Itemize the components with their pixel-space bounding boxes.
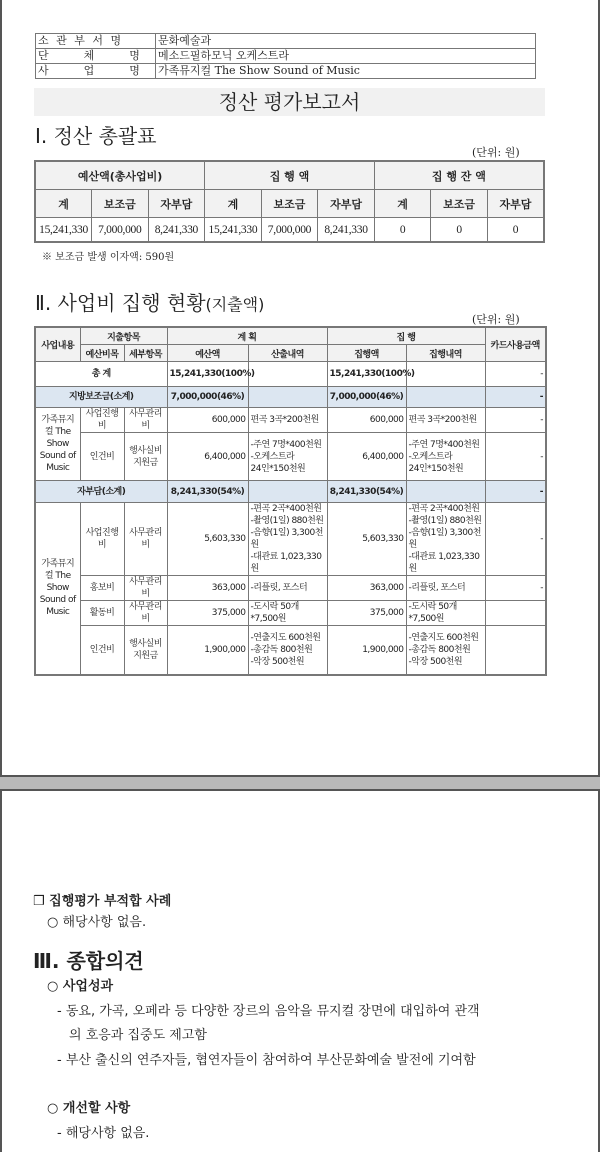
info-label: 단 체 명 — [36, 49, 156, 64]
info-row — [36, 64, 536, 79]
card-cell: - — [485, 481, 546, 503]
expense-row — [35, 576, 546, 601]
col-header: 계 — [205, 190, 262, 218]
subtotal-row — [35, 481, 546, 503]
header-exec: 집 행 — [327, 327, 485, 345]
value-cell: 0 — [487, 218, 544, 243]
page-2 — [0, 789, 600, 1152]
calc-cell: -편곡 2곡*400천원 -촬영(1일) 880천원 -음향(1일) 3,300천원 -대관료 1,023,330원 — [248, 503, 327, 576]
exec-detail-cell: -편곡 2곡*400천원 -촬영(1일) 880천원 -음향(1일) 3,300천원 -대관료 1,023,330원 — [406, 503, 485, 576]
calc-cell: -주연 7명*400천원 -오케스트라 24인*150천원 — [248, 433, 327, 481]
budget-cell: 15,241,330(100%) — [167, 362, 248, 387]
calc-cell: -리플릿, 포스터 — [248, 576, 327, 601]
result-item: 의 호응과 집중도 제고함 — [69, 1028, 207, 1043]
card-cell: - — [485, 362, 546, 387]
header-budget-item: 예산비목 — [80, 345, 124, 362]
info-label: 사 업 명 — [36, 64, 156, 79]
budget-item-cell: 사업진행비 — [80, 408, 124, 433]
improve-heading: ○ 개선할 사항 — [47, 1101, 131, 1116]
header-card: 카드사용금액 — [485, 327, 546, 362]
expense-row — [35, 503, 546, 576]
card-cell — [485, 626, 546, 675]
header-item: 지출항목 — [80, 327, 167, 345]
group-header: 집 행 액 — [205, 161, 375, 190]
col-header: 보조금 — [261, 190, 318, 218]
info-value: 가족뮤지컬 The Show Sound of Music — [156, 64, 536, 79]
section-2-heading: Ⅱ. 사업비 집행 현황(지출액) — [35, 291, 265, 315]
budget-cell: 7,000,000(46%) — [167, 387, 248, 408]
expense-row — [35, 408, 546, 433]
info-value: 메소드필하모닉 오케스트라 — [156, 49, 536, 64]
budget-cell: 363,000 — [167, 576, 248, 601]
col-header: 자부담 — [148, 190, 205, 218]
exec-detail-cell: -연출지도 600천원 -총감독 800천원 -악장 500천원 — [406, 626, 485, 675]
budget-cell: 1,900,000 — [167, 626, 248, 675]
expense-row — [35, 601, 546, 626]
budget-cell: 600,000 — [167, 408, 248, 433]
info-row — [36, 34, 536, 49]
detail-item-cell: 사무관리비 — [124, 503, 167, 576]
interest-note: ※ 보조금 발생 이자액: 590원 — [42, 252, 175, 263]
col-header: 자부담 — [487, 190, 544, 218]
row-label: 자부담(소계) — [35, 481, 167, 503]
exec-cell: 600,000 — [327, 408, 406, 433]
value-cell: 8,241,330 — [318, 218, 375, 243]
group-header: 집 행 잔 액 — [374, 161, 544, 190]
budget-cell: 6,400,000 — [167, 433, 248, 481]
exec-cell: 363,000 — [327, 576, 406, 601]
exec-detail-cell: -도시락 50개*7,500원 — [406, 601, 485, 626]
header-exec-amt: 집행액 — [327, 345, 406, 362]
card-cell — [485, 601, 546, 626]
budget-cell: 5,603,330 — [167, 503, 248, 576]
info-row — [36, 49, 536, 64]
row-label: 지방보조금(소계) — [35, 387, 167, 408]
card-cell: - — [485, 503, 546, 576]
budget-cell: 8,241,330(54%) — [167, 481, 248, 503]
budget-item-cell: 활동비 — [80, 601, 124, 626]
col-header: 계 — [35, 190, 92, 218]
expense-table — [34, 326, 547, 676]
budget-cell: 375,000 — [167, 601, 248, 626]
total-row — [35, 362, 546, 387]
exec-detail-cell: 편곡 3곡*200천원 — [406, 408, 485, 433]
card-cell: - — [485, 576, 546, 601]
col-header: 보조금 — [431, 190, 488, 218]
exec-cell: 375,000 — [327, 601, 406, 626]
header-calc: 산출내역 — [248, 345, 327, 362]
result-item: - 동요, 가곡, 오페라 등 다양한 장르의 음악을 뮤지컬 장면에 대입하여 관객 — [57, 1004, 480, 1019]
budget-item-cell: 인건비 — [80, 626, 124, 675]
exec-detail-cell: -주연 7명*400천원 -오케스트라 24인*150천원 — [406, 433, 485, 481]
summary-table — [34, 160, 545, 243]
card-cell: - — [485, 387, 546, 408]
header-detail-item: 세부항목 — [124, 345, 167, 362]
exec-cell: 1,900,000 — [327, 626, 406, 675]
section-3-heading: Ⅲ. 종합의견 — [33, 949, 144, 973]
header-biz: 사업내용 — [35, 327, 80, 362]
exec-cell: 8,241,330(54%) — [327, 481, 406, 503]
expense-row — [35, 626, 546, 675]
unit-label: (단위: 원) — [472, 313, 520, 326]
exec-detail-cell: -리플릿, 포스터 — [406, 576, 485, 601]
header-plan: 계 획 — [167, 327, 327, 345]
info-value: 문화예술과 — [156, 34, 536, 49]
value-cell: 15,241,330 — [205, 218, 262, 243]
budget-item-cell: 인건비 — [80, 433, 124, 481]
value-cell: 7,000,000 — [92, 218, 149, 243]
header-exec-detail: 집행내역 — [406, 345, 485, 362]
value-cell: 0 — [431, 218, 488, 243]
result-heading: ○ 사업성과 — [47, 979, 114, 994]
value-cell: 7,000,000 — [261, 218, 318, 243]
biz-name: 가족뮤지컬 The Show Sound of Music — [35, 503, 80, 675]
header-budget: 예산액 — [167, 345, 248, 362]
detail-item-cell: 행사실비 지원금 — [124, 626, 167, 675]
detail-item-cell: 사무관리비 — [124, 601, 167, 626]
budget-item-cell: 홍보비 — [80, 576, 124, 601]
row-label: 총 계 — [35, 362, 167, 387]
value-cell: 0 — [374, 218, 431, 243]
value-cell: 8,241,330 — [148, 218, 205, 243]
improve-item: - 해당사항 없음. — [57, 1126, 150, 1141]
calc-cell: 편곡 3곡*200천원 — [248, 408, 327, 433]
calc-cell: -도시락 50개*7,500원 — [248, 601, 327, 626]
col-header: 자부담 — [318, 190, 375, 218]
group-header: 예산액(총사업비) — [35, 161, 205, 190]
calc-cell: -연출지도 600천원 -총감독 800천원 -악장 500천원 — [248, 626, 327, 675]
card-cell: - — [485, 408, 546, 433]
detail-item-cell: 사무관리비 — [124, 576, 167, 601]
detail-item-cell: 사무관리비 — [124, 408, 167, 433]
exec-cell: 7,000,000(46%) — [327, 387, 406, 408]
info-table — [35, 33, 536, 79]
expense-row — [35, 433, 546, 481]
exec-cell: 5,603,330 — [327, 503, 406, 576]
card-cell: - — [485, 433, 546, 481]
col-header: 계 — [374, 190, 431, 218]
detail-item-cell: 행사실비 지원금 — [124, 433, 167, 481]
value-cell: 15,241,330 — [35, 218, 92, 243]
col-header: 보조금 — [92, 190, 149, 218]
section-1-heading: Ⅰ. 정산 총괄표 — [35, 124, 157, 148]
unit-label: (단위: 원) — [472, 146, 520, 159]
unsuitable-item: ○ 해당사항 없음. — [47, 915, 147, 930]
budget-item-cell: 사업진행비 — [80, 503, 124, 576]
biz-name: 가족뮤지컬 The Show Sound of Music — [35, 408, 80, 481]
result-item: - 부산 출신의 연주자들, 협연자들이 참여하여 부산문화예술 발전에 기여함 — [57, 1053, 476, 1068]
info-label: 소 관 부 서 명 — [36, 34, 156, 49]
exec-cell: 6,400,000 — [327, 433, 406, 481]
exec-cell: 15,241,330(100%) — [327, 362, 406, 387]
unsuitable-heading: ❒ 집행평가 부적합 사례 — [33, 894, 172, 909]
subtotal-row — [35, 387, 546, 408]
report-title: 정산 평가보고서 — [34, 88, 545, 116]
